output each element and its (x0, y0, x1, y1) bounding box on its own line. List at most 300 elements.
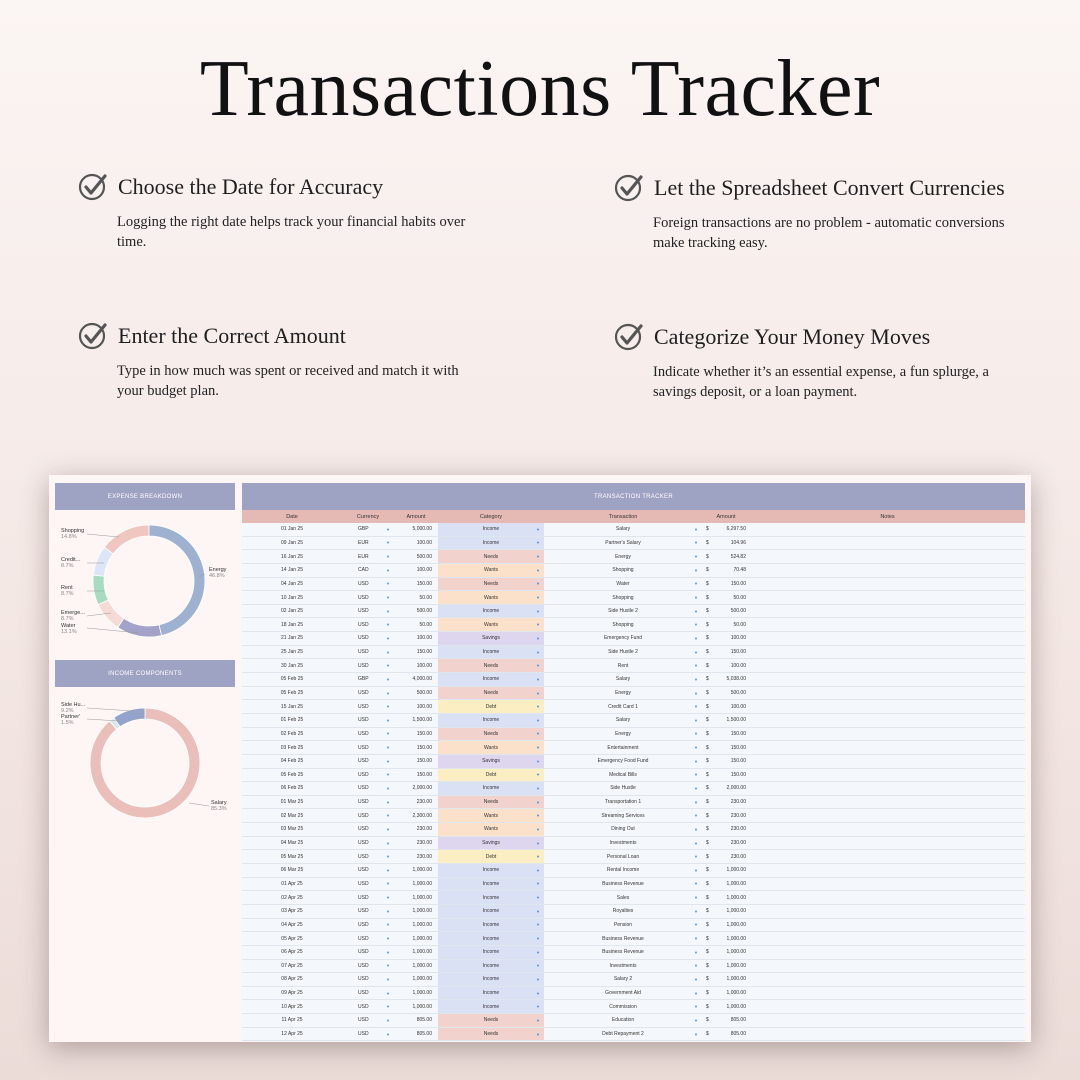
cell-amount[interactable]: 2,000.00 (412, 785, 432, 792)
cell-date[interactable]: 05 Apr 25 (281, 935, 303, 942)
cell-transaction[interactable] (544, 591, 702, 604)
dropdown-arrow-icon[interactable]: ▼ (694, 840, 698, 846)
cell-currency[interactable] (342, 564, 394, 577)
dropdown-arrow-icon[interactable]: ▼ (694, 731, 698, 737)
cell-category[interactable] (438, 973, 544, 986)
cell-currency[interactable] (342, 755, 394, 768)
cell-category[interactable] (438, 728, 544, 741)
cell-notes[interactable] (750, 714, 1025, 727)
dropdown-arrow-icon[interactable]: ▼ (536, 567, 540, 573)
cell-date[interactable]: 05 Mar 25 (280, 853, 304, 860)
dropdown-arrow-icon[interactable]: ▼ (386, 526, 390, 532)
cell-date[interactable]: 11 Apr 25 (281, 1017, 303, 1024)
cell-transaction[interactable] (544, 700, 702, 713)
cell-currency[interactable] (342, 850, 394, 863)
dropdown-arrow-icon[interactable]: ▼ (694, 881, 698, 887)
cell-notes[interactable] (750, 605, 1025, 618)
cell-notes[interactable] (750, 960, 1025, 973)
dropdown-arrow-icon[interactable]: ▼ (694, 990, 698, 996)
dropdown-arrow-icon[interactable]: ▼ (536, 608, 540, 614)
cell-date[interactable]: 04 Apr 25 (281, 921, 303, 928)
dropdown-arrow-icon[interactable]: ▼ (536, 1004, 540, 1010)
cell-currency[interactable] (342, 932, 394, 945)
cell-currency[interactable] (342, 919, 394, 932)
cell-notes[interactable] (750, 741, 1025, 754)
cell-category[interactable] (438, 578, 544, 591)
cell-notes[interactable] (750, 523, 1025, 536)
dropdown-arrow-icon[interactable]: ▼ (694, 854, 698, 860)
dropdown-arrow-icon[interactable]: ▼ (694, 867, 698, 873)
cell-category[interactable] (438, 523, 544, 536)
cell-transaction[interactable] (544, 728, 702, 741)
cell-notes[interactable] (750, 905, 1025, 918)
cell-amount[interactable]: 1,000.00 (412, 962, 432, 969)
dropdown-arrow-icon[interactable]: ▼ (386, 881, 390, 887)
cell-currency[interactable] (342, 823, 394, 836)
cell-currency[interactable] (342, 809, 394, 822)
cell-date[interactable]: 02 Jan 25 (281, 608, 303, 615)
cell-amount[interactable]: 1,000.00 (412, 921, 432, 928)
dropdown-arrow-icon[interactable]: ▼ (694, 758, 698, 764)
cell-currency[interactable] (342, 700, 394, 713)
cell-date[interactable]: 05 Feb 25 (280, 690, 304, 696)
cell-amount[interactable]: 2,300.00 (412, 812, 432, 819)
dropdown-arrow-icon[interactable]: ▼ (386, 936, 390, 942)
cell-currency[interactable] (342, 523, 394, 536)
cell-amount[interactable]: 230.00 (416, 799, 432, 806)
dropdown-arrow-icon[interactable]: ▼ (386, 949, 390, 955)
cell-amount[interactable]: 150.00 (416, 649, 432, 656)
dropdown-arrow-icon[interactable]: ▼ (386, 854, 390, 860)
dropdown-arrow-icon[interactable]: ▼ (386, 1004, 390, 1010)
cell-date[interactable]: 04 Jan 25 (281, 580, 303, 587)
cell-date[interactable]: 12 Apr 25 (281, 1031, 303, 1038)
dropdown-arrow-icon[interactable]: ▼ (386, 990, 390, 996)
cell-category[interactable] (438, 850, 544, 863)
dropdown-arrow-icon[interactable]: ▼ (694, 704, 698, 710)
cell-category[interactable] (438, 632, 544, 645)
cell-category[interactable] (438, 823, 544, 836)
dropdown-arrow-icon[interactable]: ▼ (694, 976, 698, 982)
cell-currency[interactable] (342, 537, 394, 550)
dropdown-arrow-icon[interactable]: ▼ (694, 622, 698, 628)
dropdown-arrow-icon[interactable]: ▼ (536, 867, 540, 873)
cell-transaction[interactable] (544, 741, 702, 754)
dropdown-arrow-icon[interactable]: ▼ (694, 785, 698, 791)
cell-category[interactable] (438, 905, 544, 918)
dropdown-arrow-icon[interactable]: ▼ (536, 813, 540, 819)
cell-amount[interactable]: 500.00 (416, 608, 432, 615)
dropdown-arrow-icon[interactable]: ▼ (694, 1031, 698, 1037)
cell-category[interactable] (438, 769, 544, 782)
cell-category[interactable] (438, 837, 544, 850)
cell-transaction[interactable] (544, 946, 702, 959)
cell-category[interactable] (438, 741, 544, 754)
cell-transaction[interactable] (544, 673, 702, 686)
cell-category[interactable] (438, 987, 544, 1000)
cell-currency[interactable] (342, 714, 394, 727)
cell-notes[interactable] (750, 591, 1025, 604)
dropdown-arrow-icon[interactable]: ▼ (386, 595, 390, 601)
cell-amount[interactable]: 1,000.00 (412, 1003, 432, 1010)
cell-transaction[interactable] (544, 1028, 702, 1041)
cell-date[interactable]: 14 Jan 25 (281, 567, 303, 574)
cell-category[interactable] (438, 564, 544, 577)
cell-amount[interactable]: 100.00 (416, 662, 432, 669)
dropdown-arrow-icon[interactable]: ▼ (536, 731, 540, 737)
cell-category[interactable] (438, 605, 544, 618)
cell-category[interactable] (438, 700, 544, 713)
cell-currency[interactable] (342, 960, 394, 973)
dropdown-arrow-icon[interactable]: ▼ (536, 785, 540, 791)
cell-date[interactable]: 09 Apr 25 (281, 990, 303, 997)
dropdown-arrow-icon[interactable]: ▼ (536, 908, 540, 914)
cell-currency[interactable] (342, 973, 394, 986)
cell-notes[interactable] (750, 632, 1025, 645)
dropdown-arrow-icon[interactable]: ▼ (386, 649, 390, 655)
cell-amount[interactable]: 230.00 (416, 840, 432, 847)
cell-notes[interactable] (750, 823, 1025, 836)
cell-currency[interactable] (342, 632, 394, 645)
dropdown-arrow-icon[interactable]: ▼ (386, 581, 390, 587)
dropdown-arrow-icon[interactable]: ▼ (694, 908, 698, 914)
dropdown-arrow-icon[interactable]: ▼ (694, 554, 698, 560)
cell-transaction[interactable] (544, 632, 702, 645)
cell-currency[interactable] (342, 837, 394, 850)
dropdown-arrow-icon[interactable]: ▼ (386, 785, 390, 791)
dropdown-arrow-icon[interactable]: ▼ (386, 799, 390, 805)
dropdown-arrow-icon[interactable]: ▼ (536, 676, 540, 682)
cell-transaction[interactable] (544, 919, 702, 932)
cell-transaction[interactable] (544, 878, 702, 891)
cell-category[interactable] (438, 1028, 544, 1041)
cell-transaction[interactable] (544, 578, 702, 591)
dropdown-arrow-icon[interactable]: ▼ (386, 608, 390, 614)
dropdown-arrow-icon[interactable]: ▼ (694, 895, 698, 901)
cell-amount[interactable]: 150.00 (416, 744, 432, 751)
cell-transaction[interactable] (544, 646, 702, 659)
cell-amount[interactable]: 150.00 (416, 580, 432, 587)
cell-transaction[interactable] (544, 769, 702, 782)
cell-date[interactable]: 01 Apr 25 (281, 880, 303, 887)
cell-date[interactable]: 01 Feb 25 (280, 717, 304, 724)
cell-amount[interactable]: 1,000.00 (412, 949, 432, 956)
cell-transaction[interactable] (544, 796, 702, 809)
dropdown-arrow-icon[interactable]: ▼ (386, 731, 390, 737)
cell-amount[interactable]: 4,000.00 (412, 676, 432, 683)
dropdown-arrow-icon[interactable]: ▼ (386, 1017, 390, 1023)
dropdown-arrow-icon[interactable]: ▼ (536, 717, 540, 723)
cell-category[interactable] (438, 646, 544, 659)
cell-amount[interactable]: 150.00 (416, 771, 432, 778)
cell-amount[interactable]: 150.00 (416, 758, 432, 765)
cell-category[interactable] (438, 960, 544, 973)
cell-currency[interactable] (342, 687, 394, 700)
cell-date[interactable]: 21 Jan 25 (281, 635, 303, 642)
dropdown-arrow-icon[interactable]: ▼ (536, 554, 540, 560)
cell-date[interactable]: 08 Apr 25 (281, 976, 303, 983)
dropdown-arrow-icon[interactable]: ▼ (694, 676, 698, 682)
dropdown-arrow-icon[interactable]: ▼ (386, 813, 390, 819)
dropdown-arrow-icon[interactable]: ▼ (694, 540, 698, 546)
cell-amount[interactable]: 805.00 (416, 1017, 432, 1024)
cell-currency[interactable] (342, 550, 394, 563)
dropdown-arrow-icon[interactable]: ▼ (694, 813, 698, 819)
dropdown-arrow-icon[interactable]: ▼ (536, 772, 540, 778)
dropdown-arrow-icon[interactable]: ▼ (536, 990, 540, 996)
cell-notes[interactable] (750, 755, 1025, 768)
cell-transaction[interactable] (544, 809, 702, 822)
cell-currency[interactable] (342, 646, 394, 659)
dropdown-arrow-icon[interactable]: ▼ (536, 976, 540, 982)
cell-category[interactable] (438, 714, 544, 727)
dropdown-arrow-icon[interactable]: ▼ (694, 1004, 698, 1010)
dropdown-arrow-icon[interactable]: ▼ (536, 936, 540, 942)
cell-notes[interactable] (750, 673, 1025, 686)
cell-currency[interactable] (342, 905, 394, 918)
cell-transaction[interactable] (544, 960, 702, 973)
cell-currency[interactable] (342, 578, 394, 591)
cell-notes[interactable] (750, 578, 1025, 591)
dropdown-arrow-icon[interactable]: ▼ (536, 758, 540, 764)
cell-category[interactable] (438, 618, 544, 631)
cell-transaction[interactable] (544, 755, 702, 768)
cell-date[interactable]: 06 Feb 25 (280, 785, 304, 792)
cell-currency[interactable] (342, 891, 394, 904)
dropdown-arrow-icon[interactable]: ▼ (386, 554, 390, 560)
cell-currency[interactable] (342, 987, 394, 1000)
cell-notes[interactable] (750, 769, 1025, 782)
cell-date[interactable]: 03 Mar 25 (280, 826, 304, 833)
cell-date[interactable]: 10 Apr 25 (281, 1003, 303, 1010)
cell-notes[interactable] (750, 809, 1025, 822)
cell-notes[interactable] (750, 987, 1025, 1000)
dropdown-arrow-icon[interactable]: ▼ (694, 635, 698, 641)
cell-notes[interactable] (750, 973, 1025, 986)
cell-transaction[interactable] (544, 659, 702, 672)
dropdown-arrow-icon[interactable]: ▼ (386, 922, 390, 928)
dropdown-arrow-icon[interactable]: ▼ (694, 608, 698, 614)
cell-date[interactable]: 02 Feb 25 (280, 730, 304, 737)
dropdown-arrow-icon[interactable]: ▼ (536, 1031, 540, 1037)
dropdown-arrow-icon[interactable]: ▼ (694, 581, 698, 587)
cell-currency[interactable] (342, 878, 394, 891)
dropdown-arrow-icon[interactable]: ▼ (694, 745, 698, 751)
dropdown-arrow-icon[interactable]: ▼ (386, 1031, 390, 1037)
cell-transaction[interactable] (544, 987, 702, 1000)
cell-category[interactable] (438, 891, 544, 904)
cell-date[interactable]: 18 Jan 25 (281, 621, 303, 628)
dropdown-arrow-icon[interactable]: ▼ (536, 540, 540, 546)
cell-category[interactable] (438, 864, 544, 877)
dropdown-arrow-icon[interactable]: ▼ (536, 663, 540, 669)
cell-currency[interactable] (342, 1014, 394, 1027)
cell-date[interactable]: 03 Feb 25 (280, 744, 304, 751)
cell-category[interactable] (438, 1014, 544, 1027)
dropdown-arrow-icon[interactable]: ▼ (386, 717, 390, 723)
cell-notes[interactable] (750, 1028, 1025, 1041)
cell-amount[interactable]: 1,000.00 (412, 880, 432, 887)
cell-amount[interactable]: 100.00 (416, 703, 432, 710)
cell-transaction[interactable] (544, 973, 702, 986)
cell-date[interactable]: 07 Apr 25 (281, 962, 303, 969)
dropdown-arrow-icon[interactable]: ▼ (386, 704, 390, 710)
cell-date[interactable]: 04 Feb 25 (280, 758, 304, 765)
cell-category[interactable] (438, 537, 544, 550)
dropdown-arrow-icon[interactable]: ▼ (694, 826, 698, 832)
cell-date[interactable]: 10 Jan 25 (281, 594, 303, 601)
cell-date[interactable]: 03 Apr 25 (281, 908, 303, 915)
dropdown-arrow-icon[interactable]: ▼ (694, 963, 698, 969)
cell-currency[interactable] (342, 946, 394, 959)
dropdown-arrow-icon[interactable]: ▼ (536, 854, 540, 860)
cell-transaction[interactable] (544, 537, 702, 550)
cell-notes[interactable] (750, 646, 1025, 659)
cell-amount[interactable]: 230.00 (416, 853, 432, 860)
cell-currency[interactable] (342, 673, 394, 686)
cell-date[interactable]: 05 Feb 25 (280, 771, 304, 778)
cell-category[interactable] (438, 878, 544, 891)
cell-transaction[interactable] (544, 823, 702, 836)
cell-category[interactable] (438, 919, 544, 932)
cell-notes[interactable] (750, 837, 1025, 850)
cell-notes[interactable] (750, 1000, 1025, 1013)
cell-notes[interactable] (750, 1014, 1025, 1027)
cell-currency[interactable] (342, 605, 394, 618)
dropdown-arrow-icon[interactable]: ▼ (386, 772, 390, 778)
dropdown-arrow-icon[interactable]: ▼ (694, 526, 698, 532)
cell-currency[interactable] (342, 864, 394, 877)
cell-currency[interactable] (342, 591, 394, 604)
cell-amount[interactable]: 100.00 (416, 539, 432, 546)
cell-amount[interactable]: 230.00 (416, 826, 432, 833)
dropdown-arrow-icon[interactable]: ▼ (386, 758, 390, 764)
dropdown-arrow-icon[interactable]: ▼ (694, 949, 698, 955)
cell-transaction[interactable] (544, 687, 702, 700)
dropdown-arrow-icon[interactable]: ▼ (386, 840, 390, 846)
cell-amount[interactable]: 500.00 (416, 690, 432, 696)
cell-category[interactable] (438, 1000, 544, 1013)
dropdown-arrow-icon[interactable]: ▼ (386, 635, 390, 641)
dropdown-arrow-icon[interactable]: ▼ (694, 936, 698, 942)
cell-category[interactable] (438, 946, 544, 959)
cell-date[interactable]: 04 Mar 25 (280, 840, 304, 847)
cell-transaction[interactable] (544, 523, 702, 536)
cell-notes[interactable] (750, 659, 1025, 672)
cell-amount[interactable]: 1,000.00 (412, 990, 432, 997)
dropdown-arrow-icon[interactable]: ▼ (386, 826, 390, 832)
cell-amount[interactable]: 100.00 (416, 567, 432, 574)
cell-category[interactable] (438, 755, 544, 768)
cell-date[interactable]: 01 Mar 25 (280, 799, 304, 806)
cell-amount[interactable]: 805.00 (416, 1031, 432, 1038)
cell-notes[interactable] (750, 878, 1025, 891)
dropdown-arrow-icon[interactable]: ▼ (694, 772, 698, 778)
dropdown-arrow-icon[interactable]: ▼ (536, 840, 540, 846)
cell-amount[interactable]: 1,000.00 (412, 935, 432, 942)
cell-date[interactable]: 01 Jan 25 (281, 526, 303, 533)
cell-amount[interactable]: 1,000.00 (412, 908, 432, 915)
dropdown-arrow-icon[interactable]: ▼ (536, 704, 540, 710)
cell-date[interactable]: 06 Mar 25 (280, 867, 304, 874)
dropdown-arrow-icon[interactable]: ▼ (694, 567, 698, 573)
dropdown-arrow-icon[interactable]: ▼ (694, 663, 698, 669)
dropdown-arrow-icon[interactable]: ▼ (386, 895, 390, 901)
dropdown-arrow-icon[interactable]: ▼ (386, 663, 390, 669)
dropdown-arrow-icon[interactable]: ▼ (694, 1017, 698, 1023)
cell-date[interactable]: 02 Apr 25 (281, 894, 303, 901)
cell-currency[interactable] (342, 782, 394, 795)
cell-transaction[interactable] (544, 618, 702, 631)
cell-amount[interactable]: 500.00 (416, 553, 432, 560)
cell-category[interactable] (438, 659, 544, 672)
dropdown-arrow-icon[interactable]: ▼ (694, 717, 698, 723)
cell-transaction[interactable] (544, 932, 702, 945)
cell-category[interactable] (438, 673, 544, 686)
dropdown-arrow-icon[interactable]: ▼ (694, 799, 698, 805)
cell-amount[interactable]: 1,000.00 (412, 894, 432, 901)
cell-amount[interactable]: 1,500.00 (412, 717, 432, 724)
dropdown-arrow-icon[interactable]: ▼ (386, 908, 390, 914)
cell-transaction[interactable] (544, 550, 702, 563)
cell-notes[interactable] (750, 728, 1025, 741)
cell-notes[interactable] (750, 550, 1025, 563)
cell-date[interactable]: 06 Apr 25 (281, 949, 303, 956)
cell-notes[interactable] (750, 891, 1025, 904)
dropdown-arrow-icon[interactable]: ▼ (694, 922, 698, 928)
cell-amount[interactable]: 50.00 (419, 621, 432, 628)
dropdown-arrow-icon[interactable]: ▼ (386, 745, 390, 751)
cell-date[interactable]: 30 Jan 25 (281, 662, 303, 669)
cell-transaction[interactable] (544, 905, 702, 918)
cell-notes[interactable] (750, 932, 1025, 945)
dropdown-arrow-icon[interactable]: ▼ (536, 826, 540, 832)
cell-currency[interactable] (342, 618, 394, 631)
dropdown-arrow-icon[interactable]: ▼ (386, 622, 390, 628)
cell-currency[interactable] (342, 741, 394, 754)
cell-notes[interactable] (750, 618, 1025, 631)
dropdown-arrow-icon[interactable]: ▼ (536, 649, 540, 655)
cell-currency[interactable] (342, 769, 394, 782)
cell-category[interactable] (438, 932, 544, 945)
dropdown-arrow-icon[interactable]: ▼ (386, 976, 390, 982)
cell-notes[interactable] (750, 946, 1025, 959)
dropdown-arrow-icon[interactable]: ▼ (536, 526, 540, 532)
dropdown-arrow-icon[interactable]: ▼ (536, 622, 540, 628)
dropdown-arrow-icon[interactable]: ▼ (536, 881, 540, 887)
cell-transaction[interactable] (544, 605, 702, 618)
cell-notes[interactable] (750, 796, 1025, 809)
dropdown-arrow-icon[interactable]: ▼ (536, 690, 540, 696)
cell-date[interactable]: 05 Feb 25 (280, 676, 304, 683)
cell-transaction[interactable] (544, 837, 702, 850)
cell-notes[interactable] (750, 850, 1025, 863)
cell-transaction[interactable] (544, 564, 702, 577)
dropdown-arrow-icon[interactable]: ▼ (536, 922, 540, 928)
cell-amount[interactable]: 100.00 (416, 635, 432, 642)
cell-notes[interactable] (750, 919, 1025, 932)
cell-transaction[interactable] (544, 714, 702, 727)
dropdown-arrow-icon[interactable]: ▼ (694, 595, 698, 601)
cell-currency[interactable] (342, 1000, 394, 1013)
cell-currency[interactable] (342, 1028, 394, 1041)
dropdown-arrow-icon[interactable]: ▼ (536, 581, 540, 587)
dropdown-arrow-icon[interactable]: ▼ (386, 690, 390, 696)
dropdown-arrow-icon[interactable]: ▼ (536, 595, 540, 601)
cell-category[interactable] (438, 591, 544, 604)
cell-notes[interactable] (750, 564, 1025, 577)
cell-category[interactable] (438, 550, 544, 563)
